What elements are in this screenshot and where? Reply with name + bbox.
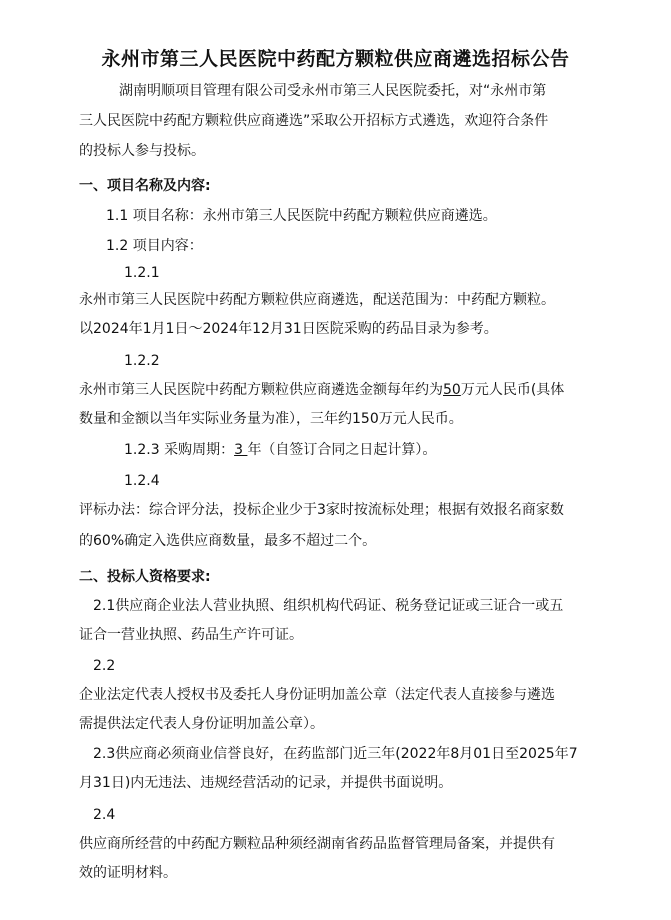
intro-line-1: 湖南明顺项目管理有限公司受永州市第三人民医院委托，对“永州市第 bbox=[119, 83, 547, 99]
item-1-2-4-number: 1.2.4 bbox=[124, 473, 160, 489]
item-2-4-number: 2.4 bbox=[93, 807, 116, 823]
item-1-2-2-amount: 50 bbox=[443, 382, 461, 398]
item-2-4-line-1: 供应商所经营的中药配方颗粒品种须经湖南省药品监督管理局备案，并提供有 bbox=[79, 836, 555, 852]
item-2-3-line-2: 月31日)内无违法、违规经营活动的记录，并提供书面说明。 bbox=[79, 775, 453, 791]
item-1-2-1-number: 1.2.1 bbox=[124, 265, 160, 281]
item-1-2-2-pre: 永州市第三人民医院中药配方颗粒供应商遴选金额每年约为 bbox=[79, 382, 443, 398]
section-1-heading: 一、项目名称及内容: bbox=[79, 178, 211, 194]
item-2-2-line-1: 企业法定代表人授权书及委托人身份证明加盖公章（法定代表人直接参与遴选 bbox=[79, 687, 555, 703]
item-2-3-line-1: 2.3供应商必须商业信誉良好，在药监部门近三年(2022年8月01日至2025年7 bbox=[93, 746, 578, 762]
item-1-2-2-line-2: 数量和金额以当年实际业务量为准），三年约150万元人民币。 bbox=[79, 411, 463, 427]
item-1-2-2-post: 万元人民币(具体 bbox=[460, 382, 565, 398]
item-1-2-3-value: 3 bbox=[234, 442, 248, 458]
item-1-2-3-pre: 1.2.3 采购周期： bbox=[124, 442, 235, 458]
item-1-1: 1.1 项目名称：永州市第三人民医院中药配方颗粒供应商遴选。 bbox=[106, 208, 497, 224]
intro-line-2: 三人民医院中药配方颗粒供应商遴选”采取公开招标方式遴选，欢迎符合条件 bbox=[79, 113, 549, 129]
item-2-1-line-1: 2.1供应商企业法人营业执照、组织机构代码证、税务登记证或三证合一或五 bbox=[93, 598, 564, 614]
item-1-2-4-line-1: 评标办法：综合评分法，投标企业少于3家时按流标处理；根据有效报名商家数 bbox=[79, 502, 564, 518]
item-1-2-3 bbox=[124, 439, 436, 461]
item-1-2-2-line-1 bbox=[79, 379, 564, 401]
item-2-4-line-2: 效的证明材料。 bbox=[79, 865, 177, 881]
item-1-2-4-line-2: 的60%确定入选供应商数量，最多不超过二个。 bbox=[79, 533, 377, 549]
section-2-heading: 二、投标人资格要求: bbox=[79, 569, 211, 585]
item-1-2-1-line-2: 以2024年1月1日～2024年12月31日医院采购的药品目录为参考。 bbox=[79, 321, 498, 337]
item-2-1-line-2: 证合一营业执照、药品生产许可证。 bbox=[79, 627, 303, 643]
document-title: 永州市第三人民医院中药配方颗粒供应商遴选招标公告 bbox=[101, 48, 570, 70]
item-2-2-number: 2.2 bbox=[93, 658, 116, 674]
item-1-2: 1.2 项目内容： bbox=[106, 238, 203, 254]
item-1-2-1-line-1: 永州市第三人民医院中药配方颗粒供应商遴选，配送范围为：中药配方颗粒。 bbox=[79, 292, 555, 308]
item-1-2-2-number: 1.2.2 bbox=[124, 353, 160, 369]
intro-line-3: 的投标人参与投标。 bbox=[79, 143, 205, 159]
item-2-2-line-2: 需提供法定代表人身份证明加盖公章）。 bbox=[79, 716, 324, 732]
item-1-2-3-post: 年（自签订合同之日起计算）。 bbox=[247, 442, 437, 458]
